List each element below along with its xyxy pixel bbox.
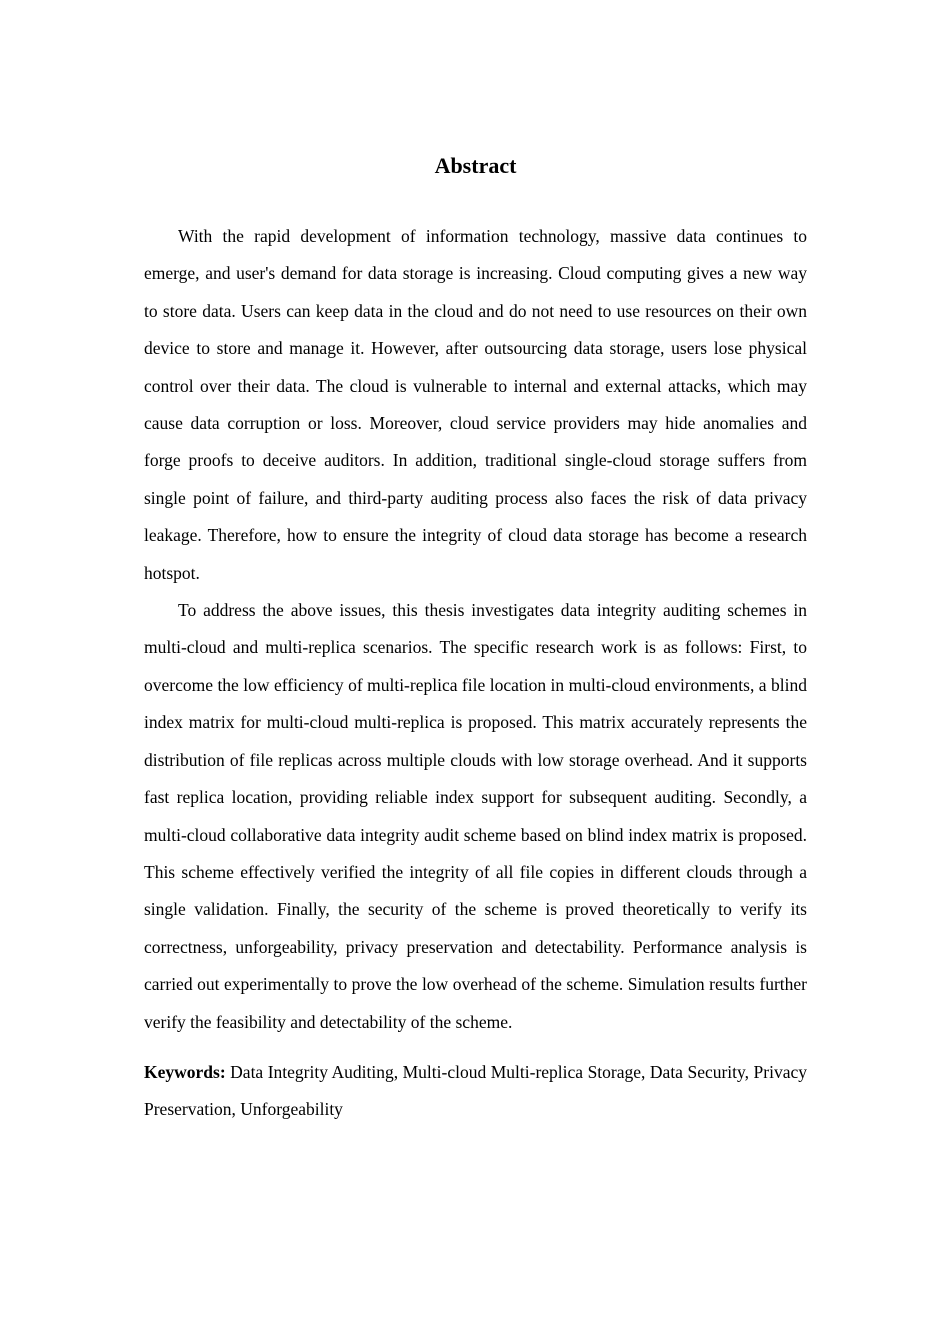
keywords-line	[144, 1054, 807, 1129]
abstract-paragraph-2: To address the above issues, this thesis investigates data integrity auditing schemes in multi-cloud and multi-replica scenarios. The specific research work is as follows: First, to overcome the low efficiency of multi-replica file location in multi-cloud environments, a blind index matrix for multi-cloud multi-replica is proposed. This matrix accurately represents the distribution of file replicas across multiple clouds with low storage overhead. And it supports fast replica location, providing reliable index support for subsequent auditing. Secondly, a multi-cloud collaborative data integrity audit scheme based on blind index matrix is proposed. This scheme effectively verified the integrity of all file copies in different clouds through a single validation. Finally, the security of the scheme is proved theoretically to verify its correctness, unforgeability, privacy preservation and detectability. Performance analysis is carried out experimentally to prove the low overhead of the scheme. Simulation results further verify the feasibility and detectability of the scheme.	[144, 600, 807, 1032]
keywords-list: Data Integrity Auditing, Multi-cloud Multi-replica Storage, Data Security, Privacy Preservation, Unforgeability	[144, 1061, 807, 1120]
keywords-label: Keywords:	[144, 1061, 226, 1082]
page-title: Abstract	[434, 153, 517, 178]
abstract-page	[144, 150, 807, 1129]
abstract-paragraph-1: With the rapid development of information technology, massive data continues to emerge, and user's demand for data storage is increasing. Cloud computing gives a new way to store data. Users can keep data in the cloud and do not need to use resources on their own device to store and manage it. However, after outsourcing data storage, users lose physical control over their data. The cloud is vulnerable to internal and external attacks, which may cause data corruption or loss. Moreover, cloud service providers may hide anomalies and forge proofs to deceive auditors. In addition, traditional single-cloud storage suffers from single point of failure, and third-party auditing process also faces the risk of data privacy leakage. Therefore, how to ensure the integrity of cloud data storage has become a research hotspot.	[144, 226, 807, 583]
